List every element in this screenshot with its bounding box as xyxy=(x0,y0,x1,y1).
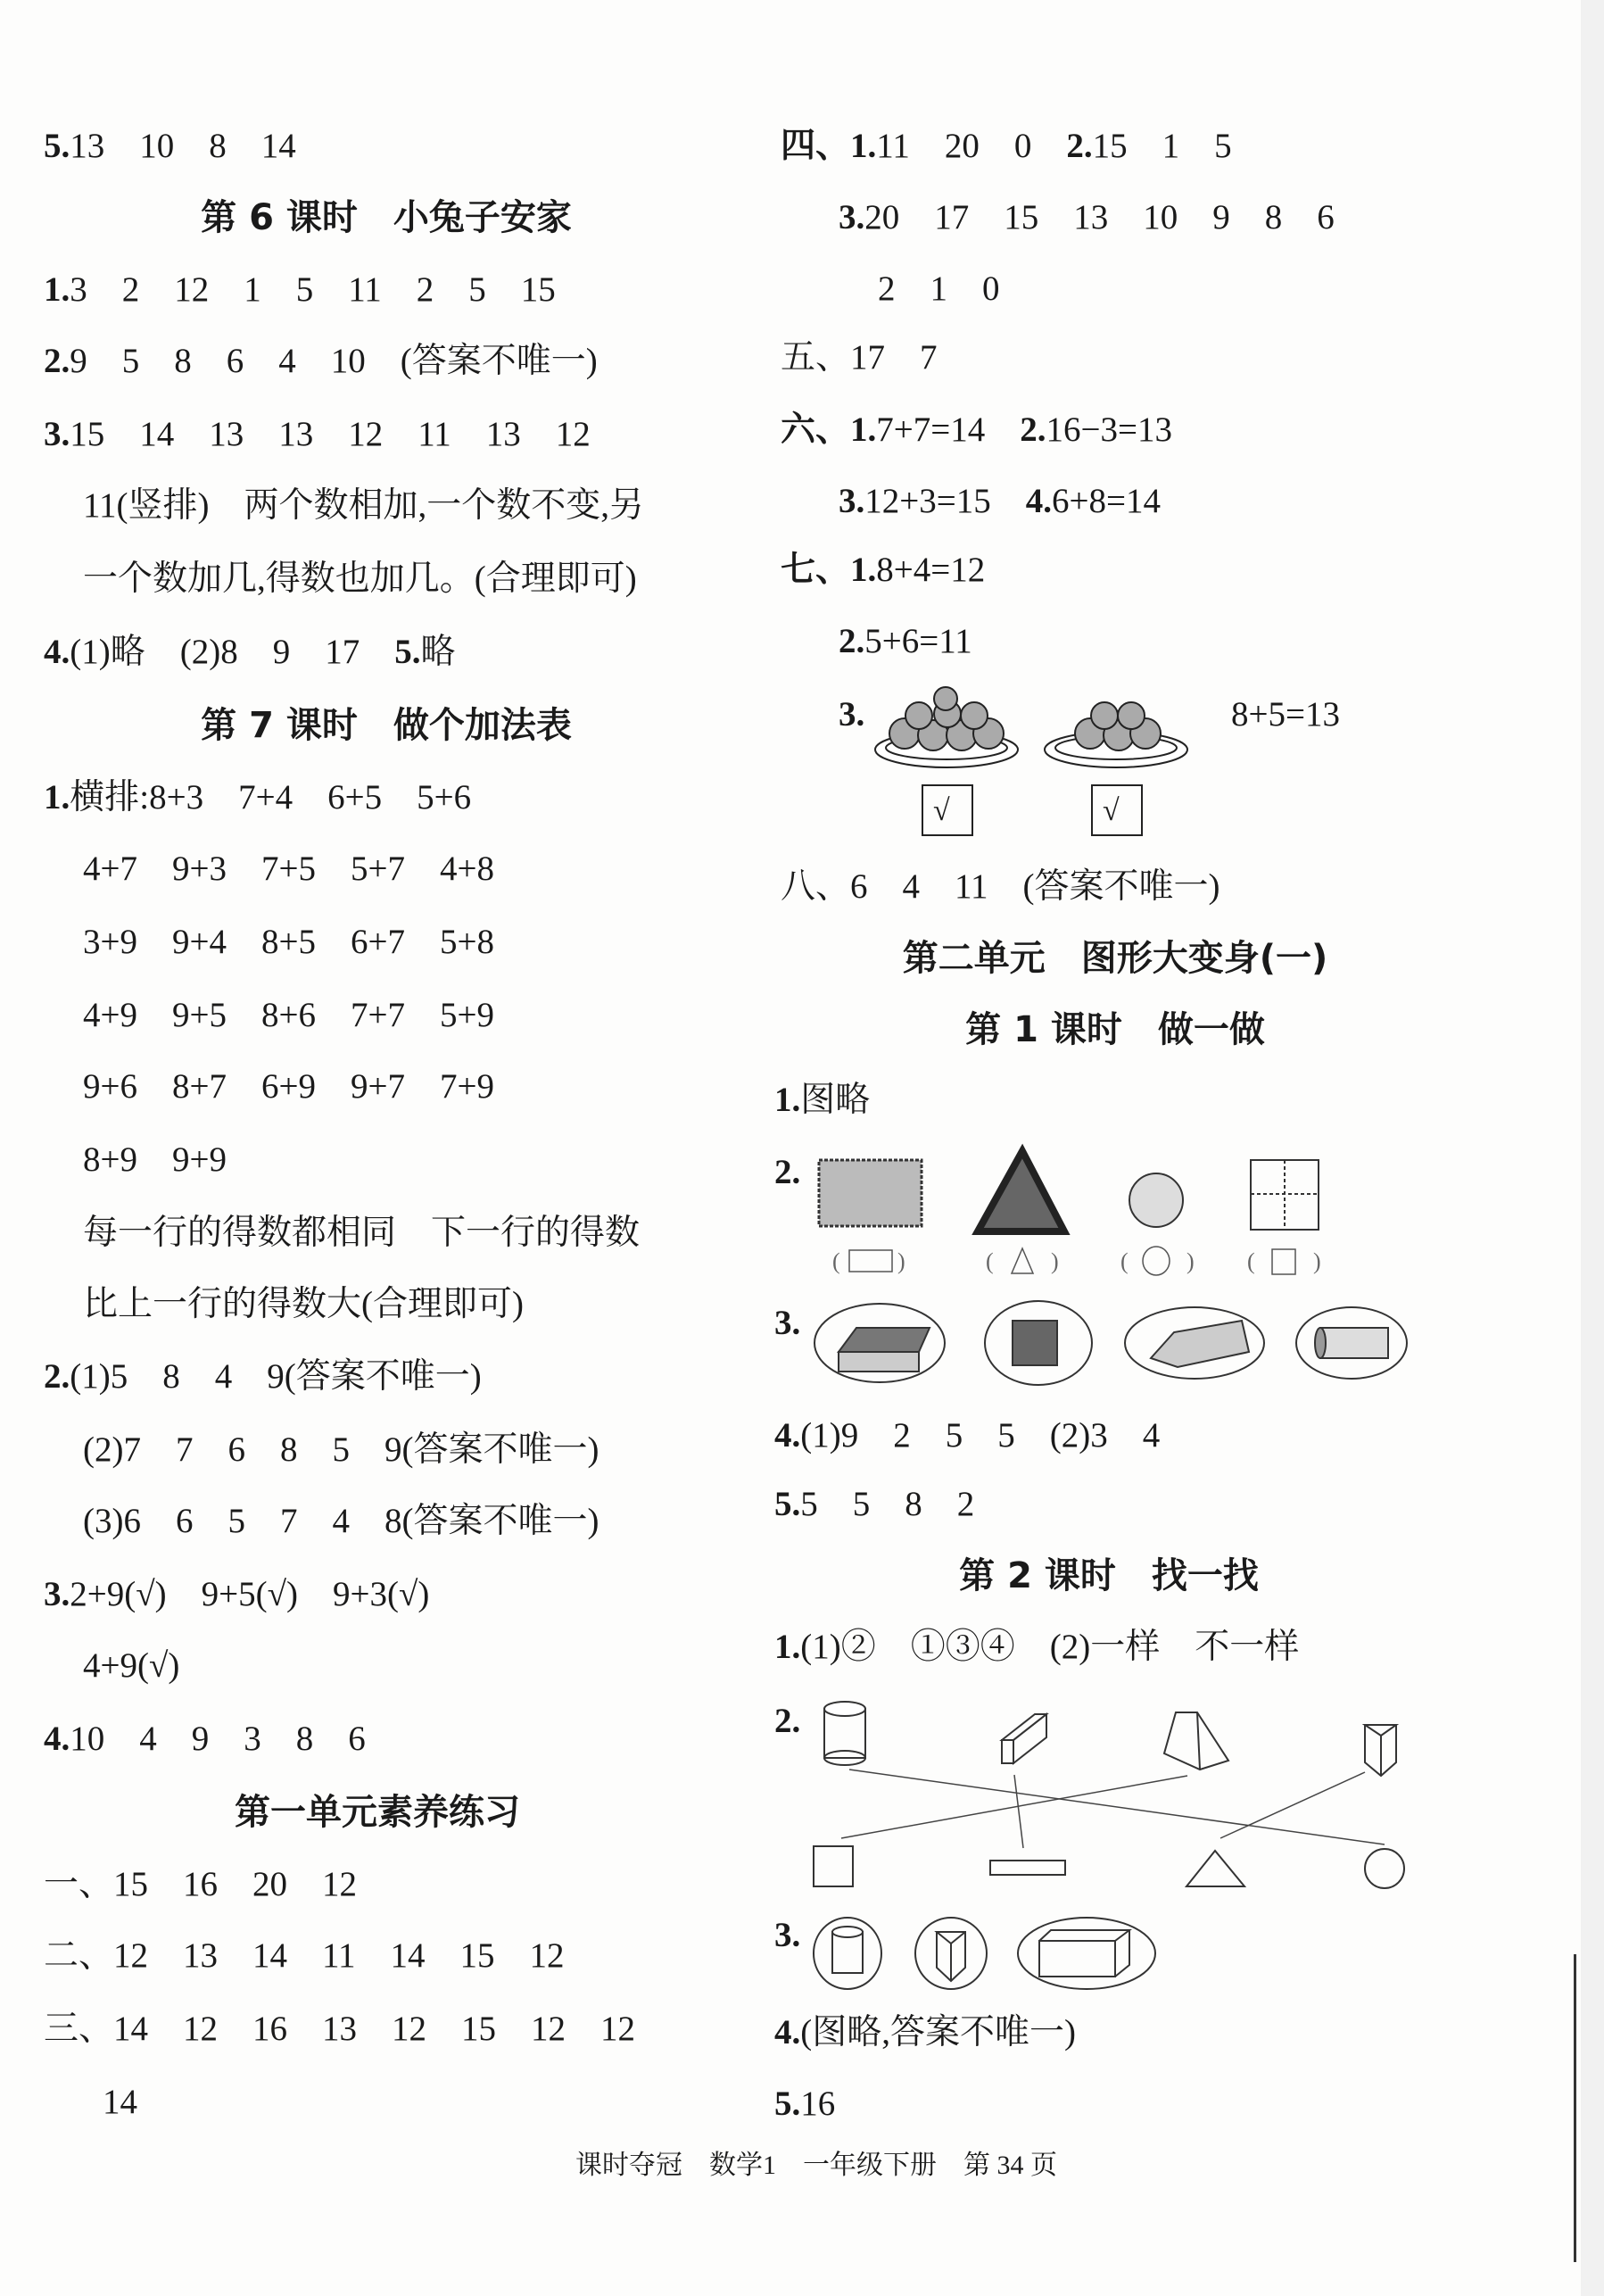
lesson-heading: 第 2 课时 找一找 xyxy=(959,1555,1259,1596)
checkmark-2: √ xyxy=(1103,794,1120,827)
answer-line: (2)7 7 6 8 5 9(答案不唯一) xyxy=(83,1430,599,1469)
triangle-shape xyxy=(1186,1851,1244,1886)
answer-line: 4+7 9+3 7+5 5+7 4+8 xyxy=(83,850,494,888)
answer-line: 9+6 8+7 6+9 9+7 7+9 xyxy=(83,1067,494,1106)
apple-plate-1 xyxy=(875,687,1018,767)
checkbox-1 xyxy=(922,785,972,835)
rectangle-shape xyxy=(814,1846,853,1886)
svg-text:(: ( xyxy=(1247,1248,1255,1274)
answer-line: 4.10 4 9 3 8 6 xyxy=(44,1720,366,1758)
answer-line: 一个数加几,得数也加几。(合理即可) xyxy=(83,559,637,598)
unit-heading: 第二单元 图形大变身(一) xyxy=(902,938,1328,979)
answer-line: 比上一行的得数大(合理即可) xyxy=(83,1285,524,1323)
svg-text:): ) xyxy=(897,1248,905,1274)
answer-line: 四、1.11 20 0 2.15 1 5 xyxy=(781,127,1232,165)
answer-line: 3.15 14 13 13 12 11 13 12 xyxy=(44,415,591,453)
answer-equation: 8+5=13 xyxy=(1231,695,1340,734)
svg-text:(: ( xyxy=(986,1248,994,1274)
answer-line: 8+9 9+9 xyxy=(83,1140,227,1179)
page-footer: 课时夺冠 数学1 一年级下册 第 34 页 xyxy=(575,2151,1057,2180)
circle-icon xyxy=(1143,1247,1170,1275)
answer-label: 2. xyxy=(774,1153,801,1191)
cylinder-solid xyxy=(824,1702,865,1765)
apple-plate-2 xyxy=(1045,702,1187,767)
shape-answers xyxy=(849,1247,1295,1275)
biscuit-figure xyxy=(819,1160,922,1226)
answer-label: 3. xyxy=(774,1304,801,1342)
rectangle-icon xyxy=(849,1250,892,1272)
answer-line: 5.16 xyxy=(774,2085,836,2123)
answer-line: 4.(图略,答案不唯一) xyxy=(774,2013,1076,2051)
answer-line: 2.5+6=11 xyxy=(839,622,972,660)
cuboid-bar-solid xyxy=(1002,1714,1046,1763)
circle-shape xyxy=(1365,1849,1404,1888)
unit-heading: 第一单元素养练习 xyxy=(235,1792,520,1833)
answer-line: 3.20 17 15 13 10 9 8 6 xyxy=(839,198,1335,236)
answer-line: 1.横排:8+3 7+4 6+5 5+6 xyxy=(44,778,472,816)
answer-line: 4+9(√) xyxy=(83,1646,180,1685)
shape-answer-brackets xyxy=(832,1248,1321,1274)
answer-line: 六、1.7+7=14 2.16−3=13 xyxy=(781,410,1173,449)
answer-line: 三、14 12 16 13 12 15 12 12 xyxy=(44,2010,636,2048)
checkmark-1: √ xyxy=(933,794,950,827)
triangular-prism-solid xyxy=(1365,1725,1396,1776)
answer-label: 3. xyxy=(774,1916,801,1954)
answer-line: 3+9 9+4 8+5 6+7 5+8 xyxy=(83,923,494,961)
answer-line: 二、12 13 14 11 14 15 12 xyxy=(44,1936,565,1975)
frustum-solid xyxy=(1164,1712,1228,1770)
answer-line: 3.2+9(√) 9+5(√) 9+3(√) xyxy=(44,1575,430,1613)
answer-line: 14 xyxy=(103,2083,137,2121)
matching-lines xyxy=(841,1770,1385,1848)
answer-line: 2.9 5 8 6 4 10 (答案不唯一) xyxy=(44,342,598,380)
svg-text:(: ( xyxy=(832,1248,840,1274)
answer-label: 3. xyxy=(839,695,865,734)
answer-line: 2 1 0 xyxy=(878,269,1000,308)
triangle-ruler-figure xyxy=(978,1151,1064,1231)
svg-text:): ) xyxy=(1313,1248,1321,1274)
lesson-heading: 第 7 课时 做个加法表 xyxy=(201,705,572,746)
answer-line: 七、1.8+4=12 xyxy=(781,551,986,589)
long-rectangle-shape xyxy=(990,1861,1065,1875)
answer-line: 5.5 5 8 2 xyxy=(774,1485,975,1523)
answer-line: 5.13 10 8 14 xyxy=(44,127,296,165)
answer-line: (3)6 6 5 7 4 8(答案不唯一) xyxy=(83,1502,599,1540)
answer-line: 11(竖排) 两个数相加,一个数不变,另 xyxy=(83,486,645,525)
checkbox-2 xyxy=(1092,785,1142,835)
triangle-icon xyxy=(1012,1248,1033,1273)
answer-line: 2.(1)5 8 4 9(答案不唯一) xyxy=(44,1357,482,1396)
svg-text:(: ( xyxy=(1120,1248,1129,1274)
lesson-heading: 第 1 课时 做一做 xyxy=(965,1009,1265,1050)
folded-paper-figure xyxy=(1251,1160,1319,1230)
answer-line: 八、6 4 11 (答案不唯一) xyxy=(781,867,1220,906)
square-icon xyxy=(1272,1249,1295,1274)
answer-line: 五、17 7 xyxy=(781,338,938,377)
answer-line: 1.3 2 12 1 5 11 2 5 15 xyxy=(44,270,556,309)
lesson-heading: 第 6 课时 小兔子安家 xyxy=(201,197,572,238)
answer-line: 4.(1)略 (2)8 9 17 5.略 xyxy=(44,633,456,671)
answer-line: 每一行的得数都相同 下一行的得数 xyxy=(83,1214,641,1252)
answer-line: 一、15 16 20 12 xyxy=(44,1865,358,1903)
answer-line: 1.(1)② ①③④ (2)一样 不一样 xyxy=(774,1628,1300,1666)
svg-text:): ) xyxy=(1186,1248,1195,1274)
answer-line: 3.12+3=15 4.6+8=14 xyxy=(839,482,1161,520)
svg-text:): ) xyxy=(1051,1248,1059,1274)
answer-label: 2. xyxy=(774,1702,801,1740)
answer-line: 4.(1)9 2 5 5 (2)3 4 xyxy=(774,1416,1161,1455)
answer-line: 1.图略 xyxy=(774,1081,871,1119)
coin-figure xyxy=(1129,1173,1183,1227)
answer-line: 4+9 9+5 8+6 7+7 5+9 xyxy=(83,996,494,1034)
